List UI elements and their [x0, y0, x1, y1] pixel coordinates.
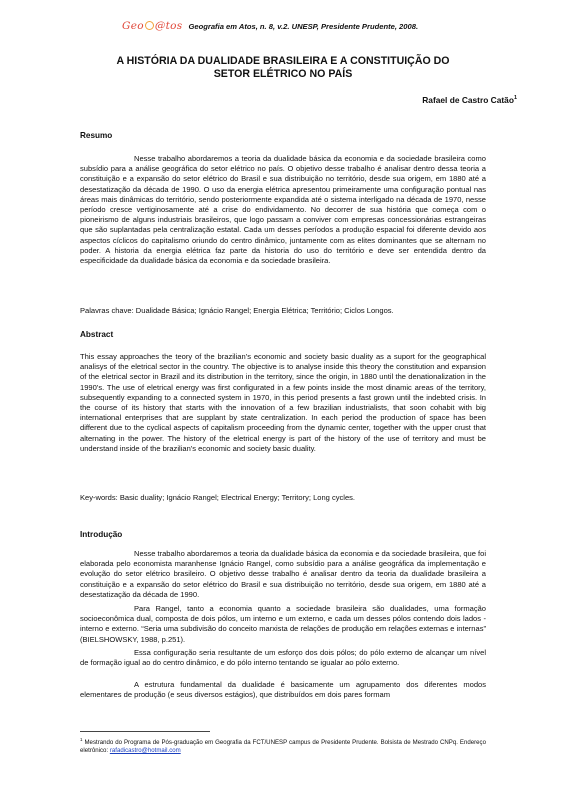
abstract-text: This essay approaches the teory of the brazilian’s economic and society basic duality as a suport for the geographical analisys of the eletrical sector in the country. The objective is to analyse inside this theory the constitution and expansion of the eletrical sector in Brazil and its distribution in the territory, since the origin, in 1880 until the denationalization in the 1990’s. The use of eletrical energy was first configurated in a few points inside the most dinamic areas of the territory, subsequently expanding to a connected system in 1970, in this period presents a fast grown until the indebted crisis. In the course of its history that starts with the innovation of a few brazilian industrialists, that soon cohabit with big international enterprises that are supplant by state centralization. In each period the production of space has been different due to the cyclical aspects of capitalism proceeding from the dynamic center, together with the upper crust that alternating in the power. The history of the eletrical energy is part of the history of the use of territory and must be understand inside of the brazilian’s economic and society basic duality. — [80, 352, 486, 453]
article-title — [60, 55, 506, 81]
resumo-keywords: Palavras chave: Dualidade Básica; Ignácio Rangel; Energia Elétrica; Território; Ciclos Longos. — [80, 306, 394, 315]
footnote-text: Mestrando do Programa de Pós-graduação em Geografia da FCT/UNESP campus de Presidente Prudente. Bolsista de Mestrado CNPq. Endereço eletrônico: — [80, 739, 486, 755]
resumo-text: Nesse trabalho abordaremos a teoria da dualidade básica da economia e da sociedade brasileira como subsídio para a análise geográfica do setor elétrico no país. O objetivo desse trabalho é analisar dentro dessa teoria a constituição e a expansão do setor elétrico do Brasil e sua distribuição no território, desde sua origem, em 1880 até a desestatização da década de 1990. O uso da energia elétrica apresentou primeiramente uma configuração pontual nas áreas mais dinâmicas do território, sendo posteriormente expandida até o sistema interligado na década de 1970, nesse período cresce vertiginosamente até a crise do endividamento. No decorrer de sua história que começa com o pioneirismo de alguns industriais brasileiros, que logo passam a conviver com empresas concessionárias estrangeiras que são suplantadas pela centralização estatal. Cada um desses períodos a produção espacial foi diferente devido aos aspectos cíclicos do capitalismo oriundo do centro dinâmico, juntamente com as elites dominantes que se alternam no poder. A historia da energia elétrica faz parte da historia do uso do território e deve ser entendida dentro da especificidade da dualidade básica da economia e da sociedade brasileira. — [80, 154, 486, 266]
introducao-heading: Introdução — [80, 530, 123, 539]
introducao-paragraph-2: Para Rangel, tanto a economia quanto a sociedade brasileira são dualidades, uma formação socioeconômica dual, composta de dois pólos, um interno e um externo, e cada um desses pólos contendo dois lados - interno e externo. “Seria uma subdivisão do conceito marxista de relações de produção em relações externas e internas” (BIELSHOWSKY, 1988, p.251). — [80, 604, 486, 644]
footnote-email-link[interactable]: rafadicastro@hotmail.com — [109, 747, 181, 755]
abstract-heading: Abstract — [80, 330, 114, 339]
introducao-paragraph-3: Essa configuração seria resultante de um esforço dos dois pólos; do pólo externo de alcançar um nível de formação igual ao do centro dinâmico, e do pólo interno tentando se igualar ao pólo externo. — [80, 648, 486, 668]
introducao-paragraph-4: A estrutura fundamental da dualidade é basicamente um agrupamento dos diferentes modos elementares de produção (e seus diversos estágios), que distribuídos em dois pares formam — [80, 680, 486, 700]
journal-citation: Geografia em Atos, n. 8, v.2. UNESP, Presidente Prudente, 2008. — [188, 21, 419, 31]
introducao-paragraph-1: Nesse trabalho abordaremos a teoria da dualidade básica da economia e da sociedade brasileira, que foi elaborada pelo economista maranhense Ignácio Rangel, como subsídio para a análise geográfica da implementação e evolução do setor elétrico brasileiro. O objetivo desse trabalho é analisar dentro da teoria da dualidade brasileira a constituição e a expansão do setor elétrico do Brasil e sua distribuição no território, desde sua origem, em 1880 até a desestatização da década de 1990. — [80, 549, 486, 599]
author-footnote-mark: 1 — [513, 95, 517, 102]
resumo-heading: Resumo — [80, 131, 113, 140]
footnote — [80, 736, 486, 756]
journal-header — [122, 18, 418, 34]
abstract-keywords: Key-words: Basic duality; Ignácio Rangel; Electrical Energy; Territory; Long cycles. — [80, 493, 356, 502]
title-line-2: SETOR ELÉTRICO NO PAÍS — [213, 68, 353, 80]
footnote-mark: 1 — [80, 737, 83, 742]
journal-logo: Geo @tos — [122, 20, 183, 32]
author-name: Rafael de Castro Catão$^1$ — [422, 95, 517, 105]
footnote-divider — [80, 731, 210, 732]
sun-icon — [145, 21, 154, 30]
title-line-1: A HISTÓRIA DA DUALIDADE BRASILEIRA E A CONSTITUIÇÃO DO — [116, 55, 450, 67]
